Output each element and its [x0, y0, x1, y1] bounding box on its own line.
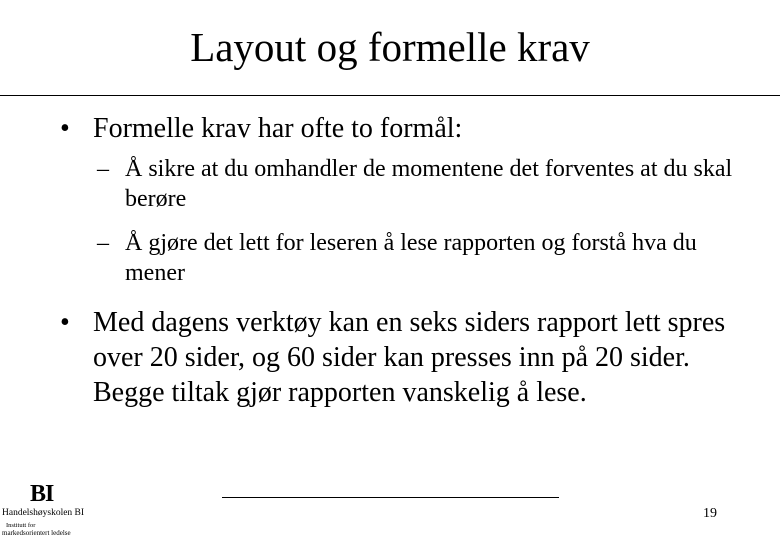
logo-school-name: Handelshøyskolen BI — [2, 508, 85, 518]
sub-bullet-text: Å gjøre det lett for leseren å lese rapporten og forstå hva du mener — [125, 230, 697, 286]
logo-mark: BI — [30, 481, 54, 507]
title-divider — [0, 95, 780, 96]
sub-bullet-text: Å sikre at du omhandler de momentene det forventes at du skal berøre — [125, 156, 733, 212]
sub-bullet-item — [97, 228, 737, 288]
logo-institute-label: Institutt for — [6, 522, 36, 529]
bullet-item — [60, 305, 760, 410]
sub-bullet-item — [97, 154, 737, 214]
sub-bullet-mark: – — [97, 156, 109, 182]
bullet-mark: • — [60, 113, 70, 144]
bullet-item — [60, 111, 760, 146]
logo-department-name: markedsorientert ledelse — [2, 529, 71, 537]
bullet-text: Med dagens verktøy kan en seks siders rapport lett spres over 20 sider, og 60 sider kan presses inn på 20 sider. Begge tiltak gjør rapporten vanskelig å lese. — [93, 307, 726, 408]
bullet-text: Formelle krav har ofte to formål: — [93, 113, 463, 144]
footer-divider — [222, 497, 559, 498]
sub-bullet-mark: – — [97, 230, 109, 256]
bullet-mark: • — [60, 307, 70, 338]
page-number: 19 — [703, 506, 717, 521]
bi-logo — [2, 481, 92, 539]
slide-title: Layout og formelle krav — [190, 24, 590, 70]
